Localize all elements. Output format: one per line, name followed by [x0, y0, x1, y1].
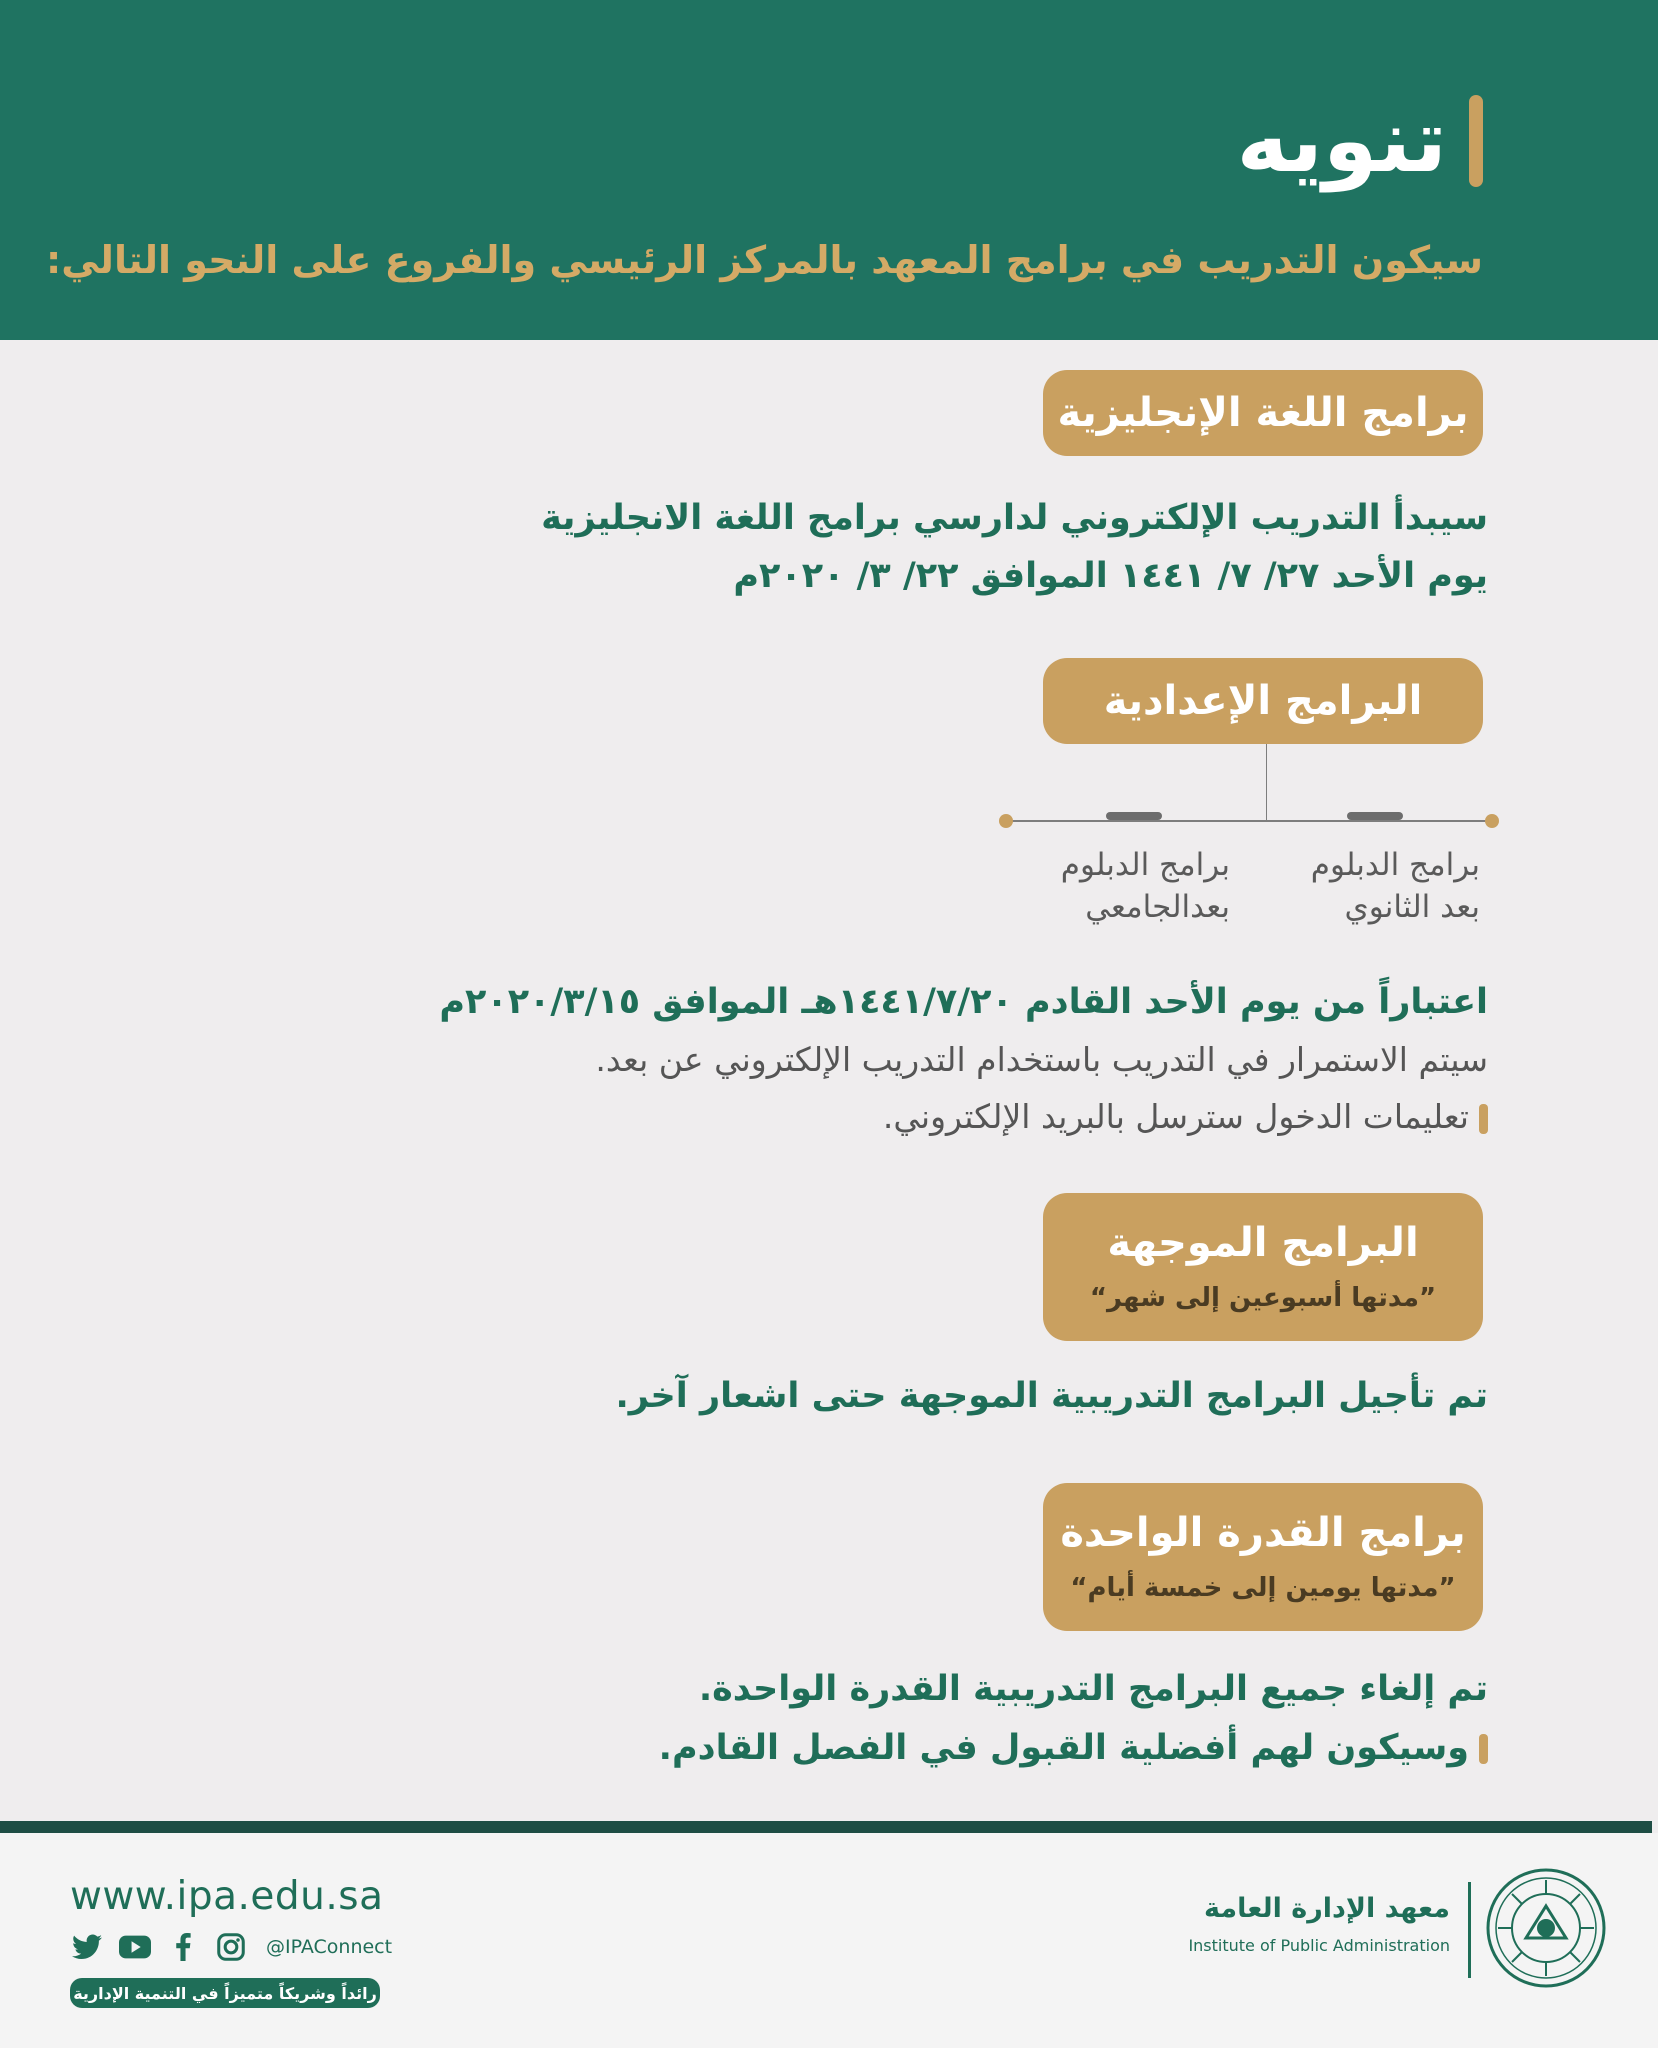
twitter-icon[interactable] — [70, 1932, 104, 1962]
institute-name-english: Institute of Public Administration — [1188, 1936, 1450, 1955]
english-programs-badge — [1043, 370, 1483, 456]
slogan-badge: رائداً وشريكاً متميزاً في التنمية الإدارية — [70, 1978, 380, 2008]
single-capacity-programs-duration: ”مدتها يومين إلى خمسة أيام“ — [1070, 1573, 1456, 1604]
tree-marker-right — [1347, 812, 1403, 820]
facebook-icon[interactable] — [166, 1932, 200, 1962]
preparatory-programs-line3-wrap — [883, 1097, 1488, 1136]
title-accent-bar — [1469, 95, 1483, 187]
social-links — [70, 1932, 392, 1962]
directed-programs-label: البرامج الموجهة — [1107, 1220, 1419, 1267]
directed-programs-line1: تم تأجيل البرامج التدريبية الموجهة حتى اشعار آخر. — [615, 1376, 1488, 1416]
preparatory-programs-badge — [1043, 658, 1483, 744]
branch-diploma-after-secondary — [1240, 845, 1480, 929]
single-capacity-programs-label: برامج القدرة الواحدة — [1060, 1510, 1466, 1557]
youtube-icon[interactable] — [118, 1932, 152, 1962]
single-capacity-programs-badge — [1043, 1483, 1483, 1631]
branch-left-line1: برامج الدبلوم — [1060, 847, 1230, 883]
ipa-seal-logo — [1484, 1866, 1608, 1990]
directed-programs-duration: ”مدتها أسبوعين إلى شهر“ — [1089, 1283, 1437, 1314]
english-programs-label: برامج اللغة الإنجليزية — [1057, 390, 1469, 436]
branch-right-line1: برامج الدبلوم — [1310, 847, 1480, 883]
tree-endpoint-dot-left — [999, 814, 1013, 828]
preparatory-programs-label: البرامج الإعدادية — [1103, 678, 1423, 724]
tree-connector-horizontal — [1006, 820, 1492, 822]
logo-separator — [1468, 1882, 1471, 1978]
preparatory-programs-line1: اعتباراً من يوم الأحد القادم ١٤٤١/٧/٢٠هـ الموافق ٢٠٢٠/٣/١٥م — [439, 982, 1488, 1022]
branch-left-line2: بعدالجامعي — [1085, 888, 1230, 925]
page-title: تنويه — [1236, 89, 1447, 192]
footer-divider — [0, 1821, 1652, 1833]
branch-right-line2: بعد الثانوي — [1344, 888, 1480, 925]
tree-connector-vertical — [1266, 744, 1267, 820]
branch-diploma-after-university — [990, 845, 1230, 929]
single-capacity-programs-line2: وسيكون لهم أفضلية القبول في الفصل القادم. — [658, 1728, 1469, 1768]
title-group — [1236, 89, 1483, 192]
bullet-accent — [1479, 1734, 1488, 1764]
single-capacity-programs-line2-wrap — [659, 1728, 1488, 1768]
tree-marker-left — [1106, 812, 1162, 820]
english-programs-line1: سيبدأ التدريب الإلكتروني لدارسي برامج اللغة الانجليزية — [541, 498, 1488, 538]
instagram-icon[interactable] — [214, 1932, 248, 1962]
directed-programs-badge — [1043, 1193, 1483, 1341]
institute-name-arabic: معهد الإدارة العامة — [1204, 1893, 1450, 1924]
preparatory-programs-line3: تعليمات الدخول سترسل بالبريد الإلكتروني. — [882, 1097, 1469, 1136]
preparatory-programs-line2: سيتم الاستمرار في التدريب باستخدام التدريب الإلكتروني عن بعد. — [595, 1040, 1488, 1079]
tree-endpoint-dot-right — [1485, 814, 1499, 828]
social-handle[interactable]: @IPAConnect — [266, 1936, 393, 1958]
page-subtitle: سيكون التدريب في برامج المعهد بالمركز الرئيسي والفروع على النحو التالي: — [46, 238, 1483, 282]
bullet-accent — [1479, 1104, 1488, 1134]
english-programs-line2: يوم الأحد ٢٧/ ٧/ ١٤٤١ الموافق ٢٢/ ٣/ ٢٠٢٠م — [733, 556, 1488, 596]
single-capacity-programs-line1: تم إلغاء جميع البرامج التدريبية القدرة الواحدة. — [698, 1669, 1488, 1709]
website-link[interactable]: www.ipa.edu.sa — [70, 1874, 384, 1919]
